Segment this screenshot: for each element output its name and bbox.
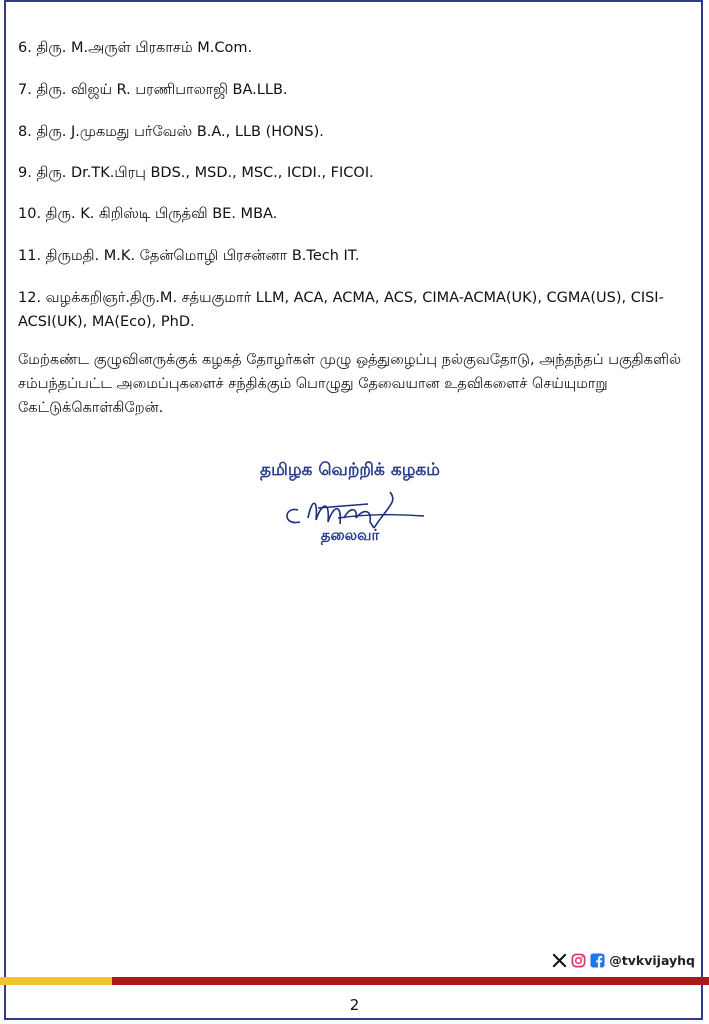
x-icon[interactable] (552, 953, 567, 968)
page-number: 2 (349, 996, 360, 1014)
facebook-icon[interactable] (590, 953, 605, 968)
member-item-9: 9. திரு. Dr.TK.பிரபு BDS., MSD., MSC., ICDI., FICOI. (18, 165, 374, 181)
instagram-icon[interactable] (571, 953, 586, 968)
footer-bar-yellow (0, 977, 112, 985)
organization-name: தமிழக வெற்றிக் கழகம் (260, 460, 440, 480)
member-item-12: 12. வழக்கறிஞர்.திரு.M. சத்யகுமார் LLM, ACA, ACMA, ACS, CIMA-ACMA(UK), CGMA(US), CISI-ACSI(UK), MA(Eco), PhD. (18, 290, 664, 330)
social-handle[interactable]: @tvkvijayhq (609, 953, 695, 968)
member-item-11: 11. திருமதி. M.K. தேன்மொழி பிரசன்னா B.Tech IT. (18, 248, 360, 264)
footer-bar-red (112, 977, 709, 985)
closing-paragraph: மேற்கண்ட குழுவினருக்குக் கழகத் தோழர்கள் முழு ஒத்துழைப்பு நல்குவதோடு, அந்தந்தப் பகுதிகளில் சம்பந்தப்பட்ட அமைப்புகளைச் சந்திக்கும் பொழுது தேவையான உதவிகளைச் செய்யுமாறு கேட்டுக்கொள்கிறேன். (18, 352, 682, 416)
signature-block (230, 460, 470, 550)
member-item-6: 6. திரு. M.அருள் பிரகாசம் M.Com. (18, 40, 253, 56)
social-footer (552, 953, 695, 968)
member-item-10: 10. திரு. K. கிறிஸ்டி பிருத்வி BE. MBA. (18, 206, 278, 222)
member-item-7: 7. திரு. விஜய் R. பரணிபாலாஜி BA.LLB. (18, 82, 288, 98)
signatory-role: தலைவர் (320, 526, 380, 544)
member-item-8: 8. திரு. J.முகமது பர்வேஸ் B.A., LLB (HONS). (18, 124, 324, 140)
